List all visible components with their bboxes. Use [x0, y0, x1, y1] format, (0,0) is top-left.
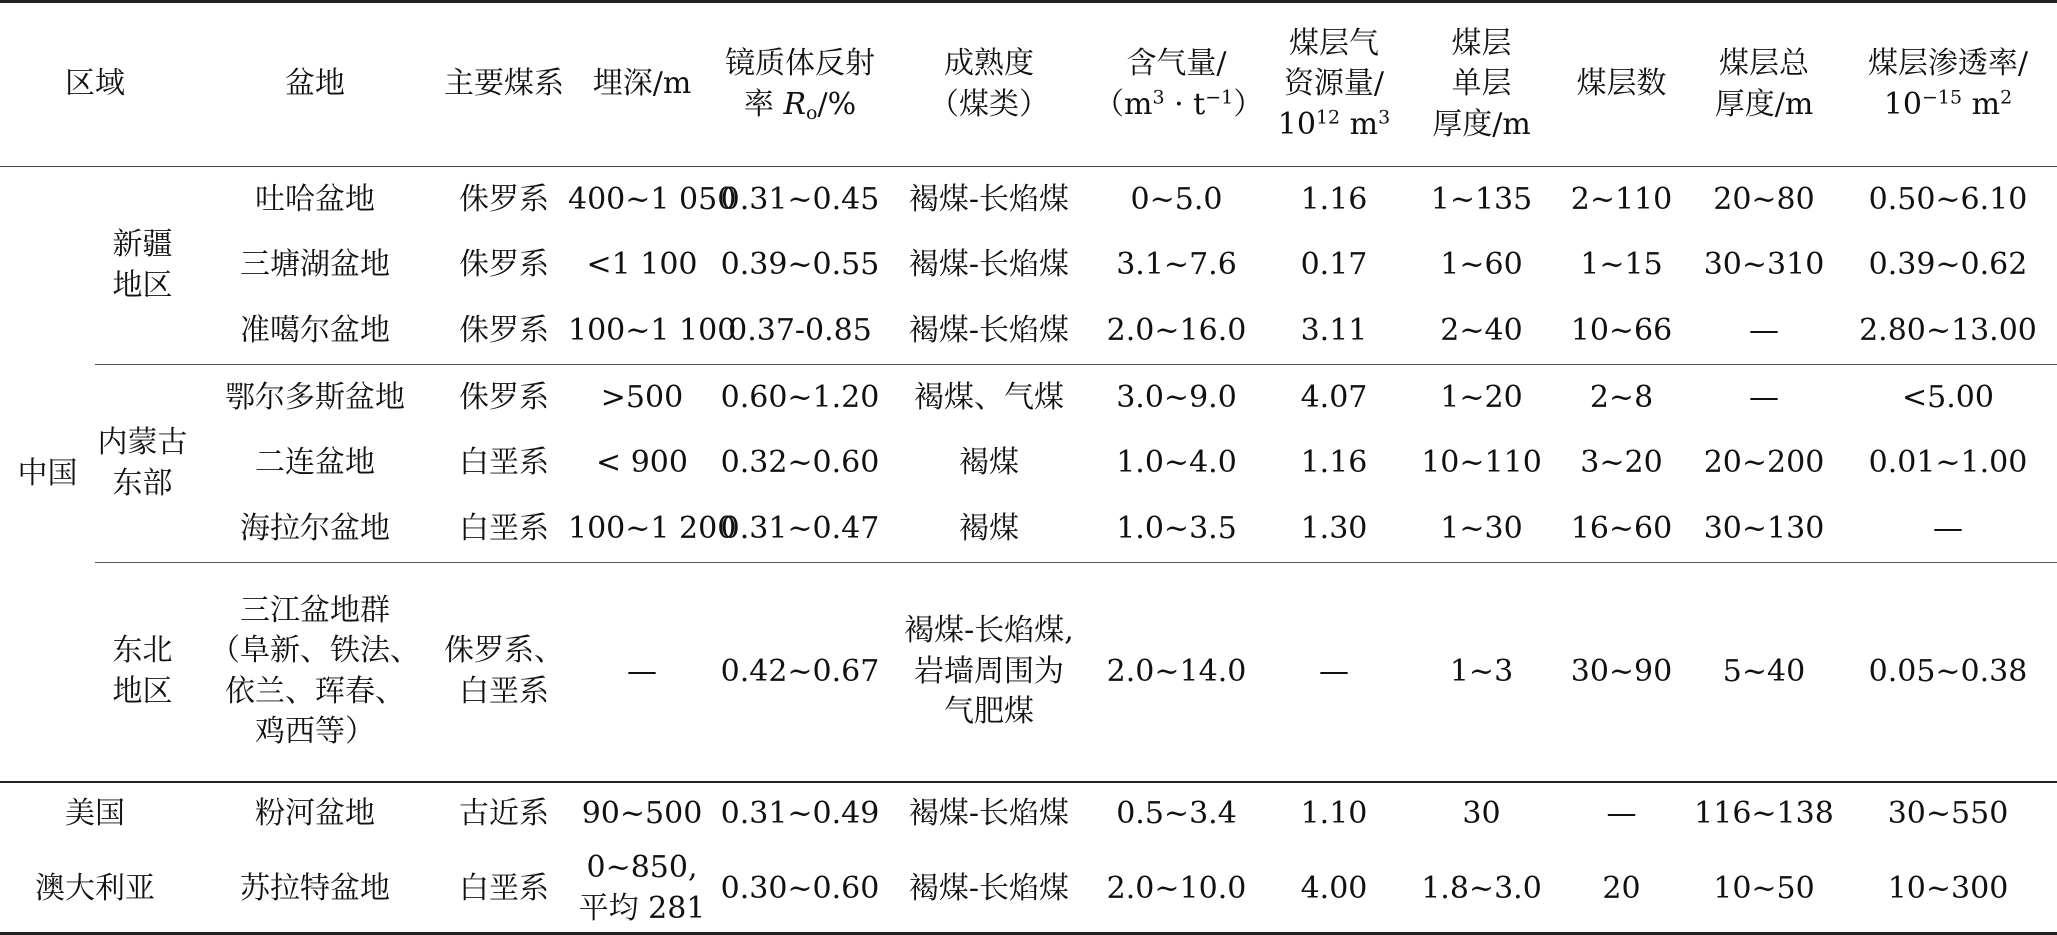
cell-single: 1.8~3.0 — [1409, 846, 1554, 934]
cell-count: 2~8 — [1554, 365, 1689, 431]
cell-depth: 100~1 200 — [568, 511, 737, 546]
cell-gas: 3.1~7.6 — [1116, 247, 1237, 283]
cell-total: 116~138 — [1689, 782, 1839, 846]
cell-ro: 0.37-0.85 — [728, 313, 872, 348]
header-permeability: 煤层渗透率/ $10^{-15}$ $m^2$ — [1839, 2, 2057, 167]
cell-perm: 0.39~0.62 — [1868, 247, 2028, 283]
cell-gas: 2.0~14.0 — [1094, 563, 1259, 782]
cell-series: 古近系 — [440, 782, 568, 846]
cell-count: 16~60 — [1570, 511, 1673, 546]
cell-maturity: 褐煤-长焰煤 — [884, 846, 1094, 934]
cell-ro: 0.60~1.20 — [716, 365, 884, 431]
table-row — [0, 365, 2057, 431]
cell-resource: 4.07 — [1259, 365, 1409, 431]
cell-series: 白垩系 — [440, 846, 568, 934]
cell-total: 30~310 — [1703, 247, 1825, 283]
cell-gas: 2.0~16.0 — [1106, 313, 1247, 348]
header-total-thickness: 煤层总 厚度/m — [1689, 2, 1839, 167]
cell-count: 3~20 — [1580, 445, 1663, 481]
cell-resource: 1.16 — [1300, 445, 1368, 481]
cell-perm: 0.01~1.00 — [1868, 445, 2028, 481]
table-row — [0, 782, 2057, 846]
header-gas-content: 含气量/ $(m^3 \cdot t^{-1})$ — [1094, 2, 1259, 167]
cell-basin: 三江盆地群 （阜新、铁法、 依兰、珲春、 鸡西等） — [190, 563, 440, 782]
cell-maturity: 褐煤、气煤 — [884, 365, 1094, 431]
header-single-thickness: 煤层 单层 厚度/m — [1409, 2, 1554, 167]
cell-series: 侏罗系 — [459, 247, 549, 283]
cell-depth: 0~850, 平均 281 — [568, 846, 716, 934]
header-row — [0, 2, 2057, 167]
cell-resource: 1.30 — [1300, 511, 1368, 546]
group-neimenggu: 内蒙古 东部 — [95, 365, 190, 563]
cell-basin: 三塘湖盆地 — [240, 247, 390, 283]
cell-ro: 0.32~0.60 — [720, 445, 880, 481]
cell-total: 30~130 — [1703, 511, 1825, 546]
cell-maturity: 褐煤-长焰煤 — [884, 782, 1094, 846]
cell-depth: >500 — [568, 365, 716, 431]
table-row — [0, 431, 2057, 497]
cell-count: 2~110 — [1570, 181, 1673, 217]
cell-resource: 1.10 — [1259, 782, 1409, 846]
table-row — [0, 846, 2057, 934]
cell-series: 白垩系 — [459, 445, 549, 481]
cell-resource: 1.16 — [1300, 181, 1368, 217]
cell-gas: 1.0~3.5 — [1116, 511, 1237, 546]
table-row — [0, 299, 2057, 365]
table-row — [0, 497, 2057, 563]
cell-basin: 鄂尔多斯盆地 — [190, 365, 440, 431]
cell-total: 20~80 — [1713, 181, 1815, 217]
cell-perm: — — [1933, 511, 1963, 546]
cell-ro: 0.31~0.45 — [720, 181, 880, 217]
cell-single: 1~60 — [1440, 247, 1523, 283]
cell-perm: 10~300 — [1839, 846, 2057, 934]
cell-basin: 吐哈盆地 — [255, 181, 375, 217]
cell-maturity: 褐煤-长焰煤 — [908, 247, 1070, 283]
cell-perm: <5.00 — [1839, 365, 2057, 431]
cell-count: — — [1554, 782, 1689, 846]
header-cbm-resource: 煤层气 资源量/ $10^{12}$ $m^3$ — [1259, 2, 1409, 167]
cell-depth: 400~1 050 — [568, 181, 737, 217]
cell-ro: 0.30~0.60 — [716, 846, 884, 934]
cell-gas: 2.0~10.0 — [1094, 846, 1259, 934]
cell-total: 10~50 — [1689, 846, 1839, 934]
cell-count: 20 — [1554, 846, 1689, 934]
cell-depth: < 900 — [596, 445, 688, 481]
cell-basin: 粉河盆地 — [190, 782, 440, 846]
table-row — [0, 563, 2057, 782]
cell-gas: 0~5.0 — [1130, 181, 1223, 217]
cell-series: 白垩系 — [459, 511, 549, 546]
cell-perm: 0.05~0.38 — [1839, 563, 2057, 782]
cell-perm: 30~550 — [1839, 782, 2057, 846]
cell-series: 侏罗系 — [459, 313, 549, 348]
cell-resource: — — [1259, 563, 1409, 782]
region-australia: 澳大利亚 — [0, 846, 190, 934]
header-region: 区域 — [0, 2, 190, 167]
cell-single: 1~3 — [1409, 563, 1554, 782]
cell-ro: 0.39~0.55 — [720, 247, 880, 283]
cell-resource: 4.00 — [1259, 846, 1409, 934]
cell-gas: 0.5~3.4 — [1094, 782, 1259, 846]
cell-resource: 3.11 — [1300, 313, 1368, 348]
cell-perm: 0.50~6.10 — [1868, 181, 2028, 217]
header-maturity: 成熟度 （煤类） — [884, 2, 1094, 167]
cell-depth: 100~1 100 — [568, 313, 737, 348]
cell-maturity: 褐煤-长焰煤 — [908, 313, 1070, 348]
cell-single: 1~30 — [1440, 511, 1523, 546]
cell-maturity: 褐煤-长焰煤, 岩墙周围为 气肥煤 — [884, 563, 1094, 782]
cell-basin: 海拉尔盆地 — [240, 511, 390, 546]
cell-resource: 0.17 — [1300, 247, 1368, 283]
cell-single: 2~40 — [1440, 313, 1523, 348]
header-coal-series: 主要煤系 — [440, 2, 568, 167]
cell-series: 侏罗系 — [459, 181, 549, 217]
cell-depth: 90~500 — [568, 782, 716, 846]
header-depth: 埋深/m — [568, 2, 716, 167]
header-vitrinite: 镜质体反射 率 $R_o/\%$ — [716, 2, 884, 167]
cell-count: 30~90 — [1554, 563, 1689, 782]
table-row — [0, 233, 2057, 299]
cell-perm: 2.80~13.00 — [1859, 313, 2037, 348]
cell-ro: 0.31~0.49 — [716, 782, 884, 846]
cell-maturity: 褐煤-长焰煤 — [908, 181, 1070, 217]
group-xinjiang: 新疆 地区 — [112, 227, 173, 303]
cell-count: 1~15 — [1580, 247, 1663, 283]
cell-series: 侏罗系 — [440, 365, 568, 431]
cell-series: 侏罗系、 白垩系 — [440, 563, 568, 782]
cell-total: 5~40 — [1689, 563, 1839, 782]
cell-single: 30 — [1409, 782, 1554, 846]
group-dongbei: 东北 地区 — [95, 563, 190, 782]
cell-maturity: 褐煤 — [959, 511, 1019, 546]
region-usa: 美国 — [0, 782, 190, 846]
cell-total: — — [1689, 365, 1839, 431]
table-row — [0, 167, 2057, 233]
cell-ro: 0.42~0.67 — [716, 563, 884, 782]
cell-total: 20~200 — [1703, 445, 1825, 481]
cell-basin: 二连盆地 — [255, 445, 375, 481]
cell-maturity: 褐煤 — [959, 445, 1019, 481]
cell-single: 1~135 — [1430, 181, 1533, 217]
cell-single: 10~110 — [1421, 445, 1542, 481]
cell-basin: 准噶尔盆地 — [240, 313, 390, 348]
header-basin: 盆地 — [190, 2, 440, 167]
cell-ro: 0.31~0.47 — [720, 511, 880, 546]
cell-count: 10~66 — [1570, 313, 1673, 348]
header-seam-count: 煤层数 — [1554, 2, 1689, 167]
cell-total: — — [1749, 313, 1779, 348]
region-china: 中国 — [17, 455, 78, 491]
cell-depth: — — [568, 563, 716, 782]
cell-gas: 3.0~9.0 — [1094, 365, 1259, 431]
cell-gas: 1.0~4.0 — [1116, 445, 1237, 481]
cell-basin: 苏拉特盆地 — [190, 846, 440, 934]
cell-depth: <1 100 — [586, 247, 698, 283]
cell-single: 1~20 — [1409, 365, 1554, 431]
